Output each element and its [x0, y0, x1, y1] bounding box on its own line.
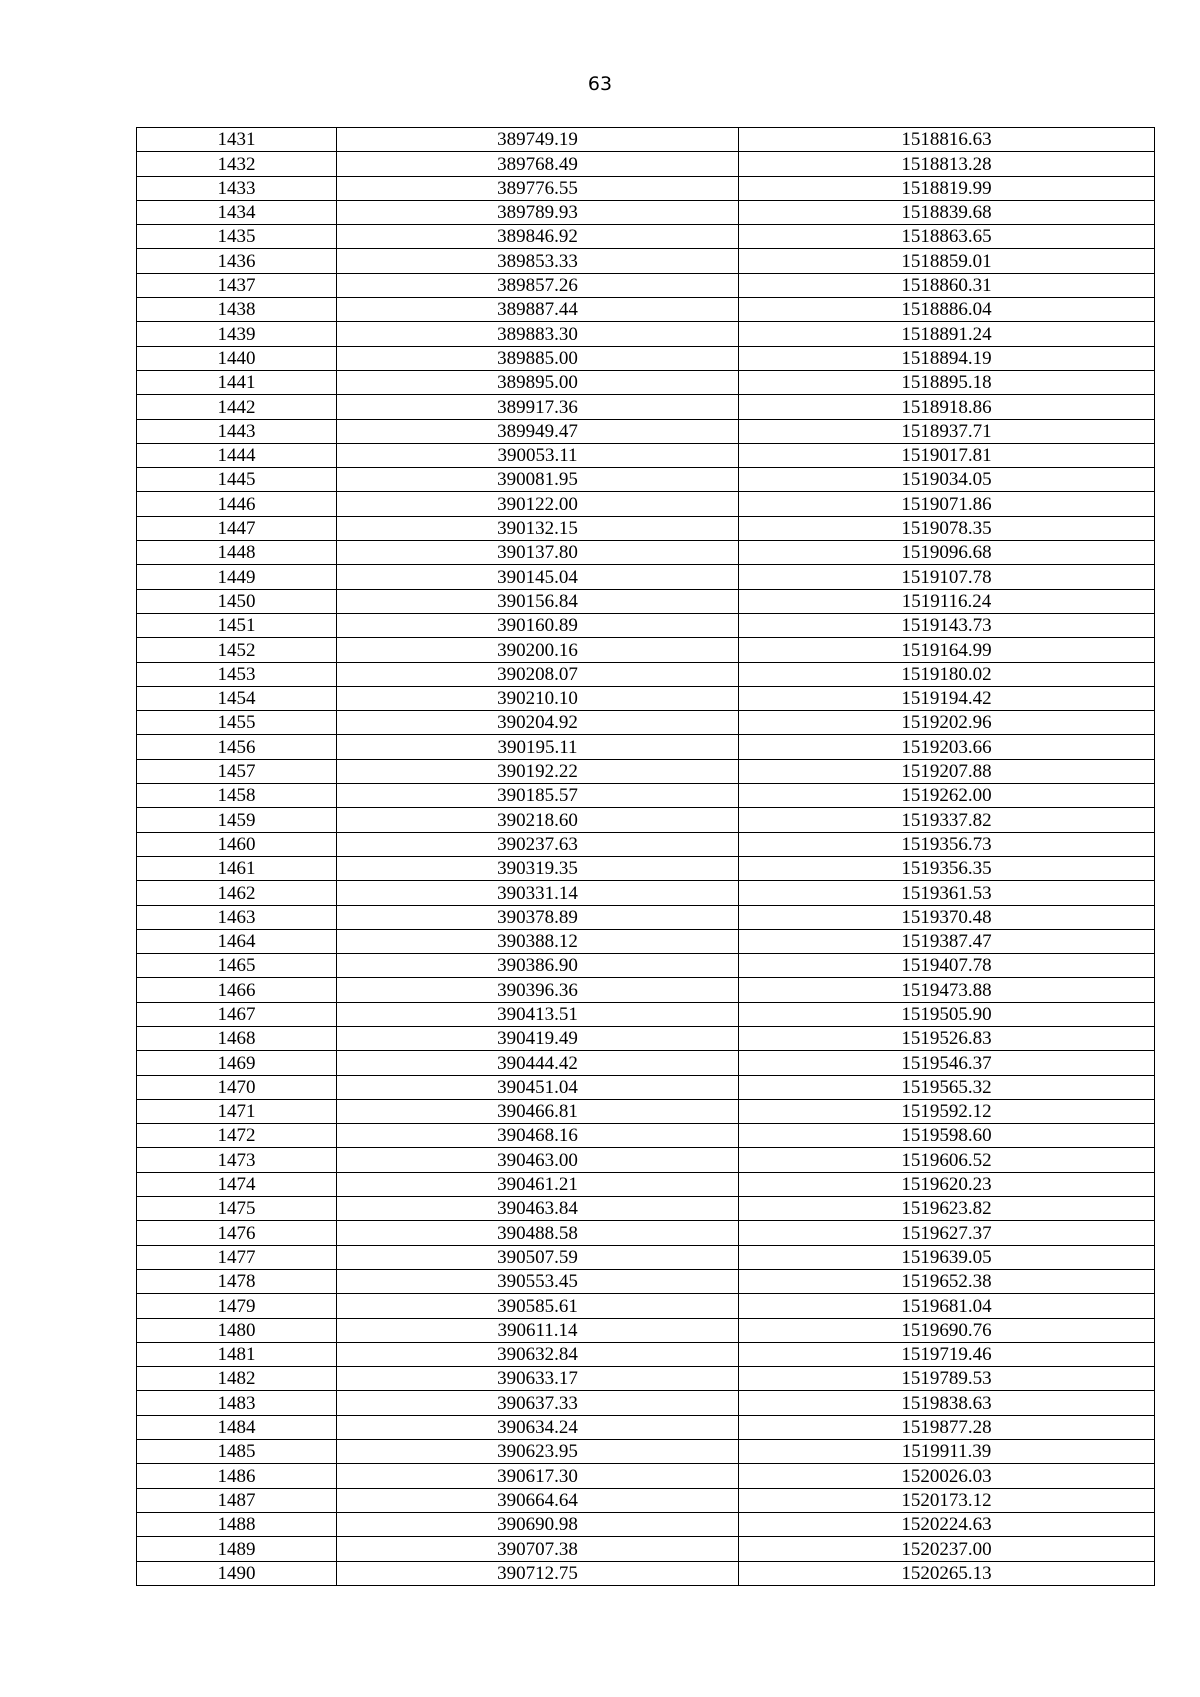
x-coordinate-cell: 390468.16	[337, 1124, 739, 1148]
table-row	[137, 1148, 1155, 1172]
x-coordinate-cell: 390185.57	[337, 784, 739, 808]
y-coordinate-cell: 1519623.82	[739, 1197, 1155, 1221]
y-coordinate-cell: 1519143.73	[739, 613, 1155, 637]
point-number-cell: 1468	[137, 1026, 337, 1050]
table-row	[137, 1561, 1155, 1585]
table-row	[137, 589, 1155, 613]
point-number-cell: 1434	[137, 200, 337, 224]
y-coordinate-cell: 1518895.18	[739, 370, 1155, 394]
y-coordinate-cell: 1519034.05	[739, 468, 1155, 492]
point-number-cell: 1472	[137, 1124, 337, 1148]
x-coordinate-cell: 389749.19	[337, 128, 739, 152]
point-number-cell: 1440	[137, 346, 337, 370]
y-coordinate-cell: 1519407.78	[739, 954, 1155, 978]
x-coordinate-cell: 390488.58	[337, 1221, 739, 1245]
table-row	[137, 1342, 1155, 1366]
page-number: 63	[587, 73, 613, 95]
x-coordinate-cell: 389887.44	[337, 298, 739, 322]
point-number-cell: 1446	[137, 492, 337, 516]
x-coordinate-cell: 390053.11	[337, 443, 739, 467]
table-row	[137, 249, 1155, 273]
table-row	[137, 1294, 1155, 1318]
table-row	[137, 1197, 1155, 1221]
table-row	[137, 200, 1155, 224]
x-coordinate-cell: 390633.17	[337, 1367, 739, 1391]
x-coordinate-cell: 390707.38	[337, 1537, 739, 1561]
point-number-cell: 1471	[137, 1099, 337, 1123]
point-number-cell: 1479	[137, 1294, 337, 1318]
y-coordinate-cell: 1519639.05	[739, 1245, 1155, 1269]
x-coordinate-cell: 389857.26	[337, 273, 739, 297]
x-coordinate-cell: 389917.36	[337, 395, 739, 419]
y-coordinate-cell: 1519107.78	[739, 565, 1155, 589]
x-coordinate-cell: 390192.22	[337, 759, 739, 783]
point-number-cell: 1447	[137, 516, 337, 540]
table-row	[137, 638, 1155, 662]
point-number-cell: 1442	[137, 395, 337, 419]
y-coordinate-cell: 1519565.32	[739, 1075, 1155, 1099]
table-row	[137, 711, 1155, 735]
table-row	[137, 443, 1155, 467]
x-coordinate-cell: 390195.11	[337, 735, 739, 759]
x-coordinate-cell: 390461.21	[337, 1172, 739, 1196]
point-number-cell: 1461	[137, 856, 337, 880]
y-coordinate-cell: 1519598.60	[739, 1124, 1155, 1148]
x-coordinate-cell: 390507.59	[337, 1245, 739, 1269]
point-number-cell: 1467	[137, 1002, 337, 1026]
y-coordinate-cell: 1518894.19	[739, 346, 1155, 370]
y-coordinate-cell: 1518813.28	[739, 152, 1155, 176]
y-coordinate-cell: 1519164.99	[739, 638, 1155, 662]
x-coordinate-cell: 390617.30	[337, 1464, 739, 1488]
point-number-cell: 1431	[137, 128, 337, 152]
y-coordinate-cell: 1518918.86	[739, 395, 1155, 419]
table-row	[137, 1391, 1155, 1415]
y-coordinate-cell: 1519606.52	[739, 1148, 1155, 1172]
table-row	[137, 1512, 1155, 1536]
point-number-cell: 1441	[137, 370, 337, 394]
x-coordinate-cell: 389853.33	[337, 249, 739, 273]
point-number-cell: 1448	[137, 541, 337, 565]
x-coordinate-cell: 390664.64	[337, 1488, 739, 1512]
y-coordinate-cell: 1518819.99	[739, 176, 1155, 200]
table-row	[137, 954, 1155, 978]
table-row	[137, 735, 1155, 759]
point-number-cell: 1459	[137, 808, 337, 832]
table-row	[137, 370, 1155, 394]
y-coordinate-cell: 1519719.46	[739, 1342, 1155, 1366]
point-number-cell: 1486	[137, 1464, 337, 1488]
point-number-cell: 1487	[137, 1488, 337, 1512]
point-number-cell: 1481	[137, 1342, 337, 1366]
y-coordinate-cell: 1519838.63	[739, 1391, 1155, 1415]
point-number-cell: 1485	[137, 1440, 337, 1464]
table-row	[137, 516, 1155, 540]
point-number-cell: 1443	[137, 419, 337, 443]
x-coordinate-cell: 389768.49	[337, 152, 739, 176]
table-row	[137, 565, 1155, 589]
point-number-cell: 1475	[137, 1197, 337, 1221]
table-row	[137, 1464, 1155, 1488]
y-coordinate-cell: 1519356.73	[739, 832, 1155, 856]
point-number-cell: 1478	[137, 1269, 337, 1293]
table-row	[137, 346, 1155, 370]
table-row	[137, 1172, 1155, 1196]
point-number-cell: 1469	[137, 1051, 337, 1075]
table-row	[137, 298, 1155, 322]
table-row	[137, 1124, 1155, 1148]
y-coordinate-cell: 1519194.42	[739, 686, 1155, 710]
table-row	[137, 978, 1155, 1002]
x-coordinate-cell: 390463.84	[337, 1197, 739, 1221]
table-row	[137, 273, 1155, 297]
table-row	[137, 686, 1155, 710]
coordinates-table-body	[137, 128, 1155, 1586]
point-number-cell: 1432	[137, 152, 337, 176]
x-coordinate-cell: 390145.04	[337, 565, 739, 589]
table-row	[137, 419, 1155, 443]
table-row	[137, 929, 1155, 953]
x-coordinate-cell: 390712.75	[337, 1561, 739, 1585]
x-coordinate-cell: 390319.35	[337, 856, 739, 880]
y-coordinate-cell: 1519473.88	[739, 978, 1155, 1002]
table-row	[137, 128, 1155, 152]
coordinates-table	[136, 127, 1155, 1586]
table-row	[137, 1075, 1155, 1099]
y-coordinate-cell: 1518863.65	[739, 225, 1155, 249]
x-coordinate-cell: 390413.51	[337, 1002, 739, 1026]
table-row	[137, 1537, 1155, 1561]
point-number-cell: 1470	[137, 1075, 337, 1099]
x-coordinate-cell: 390208.07	[337, 662, 739, 686]
y-coordinate-cell: 1519789.53	[739, 1367, 1155, 1391]
table-row	[137, 541, 1155, 565]
y-coordinate-cell: 1518816.63	[739, 128, 1155, 152]
table-row	[137, 1051, 1155, 1075]
table-row	[137, 468, 1155, 492]
point-number-cell: 1477	[137, 1245, 337, 1269]
y-coordinate-cell: 1520224.63	[739, 1512, 1155, 1536]
x-coordinate-cell: 390137.80	[337, 541, 739, 565]
x-coordinate-cell: 389885.00	[337, 346, 739, 370]
x-coordinate-cell: 389789.93	[337, 200, 739, 224]
point-number-cell: 1483	[137, 1391, 337, 1415]
y-coordinate-cell: 1518860.31	[739, 273, 1155, 297]
x-coordinate-cell: 390132.15	[337, 516, 739, 540]
y-coordinate-cell: 1519592.12	[739, 1099, 1155, 1123]
table-row	[137, 1221, 1155, 1245]
table-row	[137, 225, 1155, 249]
x-coordinate-cell: 389949.47	[337, 419, 739, 443]
table-row	[137, 784, 1155, 808]
table-row	[137, 1440, 1155, 1464]
x-coordinate-cell: 390156.84	[337, 589, 739, 613]
point-number-cell: 1456	[137, 735, 337, 759]
table-row	[137, 492, 1155, 516]
point-number-cell: 1458	[137, 784, 337, 808]
x-coordinate-cell: 390218.60	[337, 808, 739, 832]
table-row	[137, 856, 1155, 880]
table-row	[137, 662, 1155, 686]
y-coordinate-cell: 1519096.68	[739, 541, 1155, 565]
point-number-cell: 1488	[137, 1512, 337, 1536]
table-row	[137, 322, 1155, 346]
x-coordinate-cell: 390200.16	[337, 638, 739, 662]
x-coordinate-cell: 389776.55	[337, 176, 739, 200]
table-row	[137, 759, 1155, 783]
table-row	[137, 395, 1155, 419]
table-row	[137, 1026, 1155, 1050]
x-coordinate-cell: 390451.04	[337, 1075, 739, 1099]
y-coordinate-cell: 1519202.96	[739, 711, 1155, 735]
y-coordinate-cell: 1519877.28	[739, 1415, 1155, 1439]
point-number-cell: 1444	[137, 443, 337, 467]
point-number-cell: 1436	[137, 249, 337, 273]
point-number-cell: 1453	[137, 662, 337, 686]
x-coordinate-cell: 390386.90	[337, 954, 739, 978]
x-coordinate-cell: 389883.30	[337, 322, 739, 346]
x-coordinate-cell: 389895.00	[337, 370, 739, 394]
point-number-cell: 1484	[137, 1415, 337, 1439]
table-row	[137, 1245, 1155, 1269]
point-number-cell: 1463	[137, 905, 337, 929]
point-number-cell: 1465	[137, 954, 337, 978]
point-number-cell: 1455	[137, 711, 337, 735]
y-coordinate-cell: 1519387.47	[739, 929, 1155, 953]
point-number-cell: 1433	[137, 176, 337, 200]
point-number-cell: 1435	[137, 225, 337, 249]
point-number-cell: 1450	[137, 589, 337, 613]
x-coordinate-cell: 390634.24	[337, 1415, 739, 1439]
y-coordinate-cell: 1519690.76	[739, 1318, 1155, 1342]
y-coordinate-cell: 1519356.35	[739, 856, 1155, 880]
point-number-cell: 1457	[137, 759, 337, 783]
y-coordinate-cell: 1519262.00	[739, 784, 1155, 808]
y-coordinate-cell: 1520237.00	[739, 1537, 1155, 1561]
y-coordinate-cell: 1518859.01	[739, 249, 1155, 273]
x-coordinate-cell: 390378.89	[337, 905, 739, 929]
point-number-cell: 1466	[137, 978, 337, 1002]
table-row	[137, 1318, 1155, 1342]
point-number-cell: 1449	[137, 565, 337, 589]
y-coordinate-cell: 1519370.48	[739, 905, 1155, 929]
y-coordinate-cell: 1519071.86	[739, 492, 1155, 516]
x-coordinate-cell: 390444.42	[337, 1051, 739, 1075]
point-number-cell: 1462	[137, 881, 337, 905]
table-row	[137, 1415, 1155, 1439]
x-coordinate-cell: 390210.10	[337, 686, 739, 710]
y-coordinate-cell: 1519078.35	[739, 516, 1155, 540]
x-coordinate-cell: 390690.98	[337, 1512, 739, 1536]
x-coordinate-cell: 390623.95	[337, 1440, 739, 1464]
x-coordinate-cell: 390585.61	[337, 1294, 739, 1318]
x-coordinate-cell: 390466.81	[337, 1099, 739, 1123]
y-coordinate-cell: 1519627.37	[739, 1221, 1155, 1245]
y-coordinate-cell: 1519017.81	[739, 443, 1155, 467]
point-number-cell: 1489	[137, 1537, 337, 1561]
table-row	[137, 152, 1155, 176]
x-coordinate-cell: 390611.14	[337, 1318, 739, 1342]
x-coordinate-cell: 390160.89	[337, 613, 739, 637]
y-coordinate-cell: 1520026.03	[739, 1464, 1155, 1488]
table-row	[137, 832, 1155, 856]
x-coordinate-cell: 390388.12	[337, 929, 739, 953]
y-coordinate-cell: 1519180.02	[739, 662, 1155, 686]
x-coordinate-cell: 390637.33	[337, 1391, 739, 1415]
point-number-cell: 1437	[137, 273, 337, 297]
y-coordinate-cell: 1519681.04	[739, 1294, 1155, 1318]
x-coordinate-cell: 390122.00	[337, 492, 739, 516]
point-number-cell: 1473	[137, 1148, 337, 1172]
y-coordinate-cell: 1519116.24	[739, 589, 1155, 613]
point-number-cell: 1438	[137, 298, 337, 322]
point-number-cell: 1474	[137, 1172, 337, 1196]
point-number-cell: 1445	[137, 468, 337, 492]
point-number-cell: 1460	[137, 832, 337, 856]
point-number-cell: 1476	[137, 1221, 337, 1245]
table-row	[137, 613, 1155, 637]
point-number-cell: 1480	[137, 1318, 337, 1342]
y-coordinate-cell: 1519207.88	[739, 759, 1155, 783]
table-row	[137, 176, 1155, 200]
table-row	[137, 1002, 1155, 1026]
y-coordinate-cell: 1518839.68	[739, 200, 1155, 224]
x-coordinate-cell: 390553.45	[337, 1269, 739, 1293]
point-number-cell: 1490	[137, 1561, 337, 1585]
x-coordinate-cell: 390331.14	[337, 881, 739, 905]
y-coordinate-cell: 1519203.66	[739, 735, 1155, 759]
table-row	[137, 881, 1155, 905]
y-coordinate-cell: 1518886.04	[739, 298, 1155, 322]
x-coordinate-cell: 390396.36	[337, 978, 739, 1002]
y-coordinate-cell: 1520173.12	[739, 1488, 1155, 1512]
x-coordinate-cell: 390419.49	[337, 1026, 739, 1050]
table-row	[137, 905, 1155, 929]
y-coordinate-cell: 1519620.23	[739, 1172, 1155, 1196]
point-number-cell: 1451	[137, 613, 337, 637]
table-row	[137, 808, 1155, 832]
y-coordinate-cell: 1518937.71	[739, 419, 1155, 443]
y-coordinate-cell: 1519652.38	[739, 1269, 1155, 1293]
table-row	[137, 1367, 1155, 1391]
point-number-cell: 1464	[137, 929, 337, 953]
point-number-cell: 1482	[137, 1367, 337, 1391]
table-row	[137, 1099, 1155, 1123]
y-coordinate-cell: 1519505.90	[739, 1002, 1155, 1026]
y-coordinate-cell: 1519546.37	[739, 1051, 1155, 1075]
table-row	[137, 1488, 1155, 1512]
y-coordinate-cell: 1518891.24	[739, 322, 1155, 346]
x-coordinate-cell: 390632.84	[337, 1342, 739, 1366]
y-coordinate-cell: 1520265.13	[739, 1561, 1155, 1585]
x-coordinate-cell: 390081.95	[337, 468, 739, 492]
point-number-cell: 1452	[137, 638, 337, 662]
x-coordinate-cell: 390463.00	[337, 1148, 739, 1172]
point-number-cell: 1454	[137, 686, 337, 710]
table-row	[137, 1269, 1155, 1293]
y-coordinate-cell: 1519337.82	[739, 808, 1155, 832]
x-coordinate-cell: 389846.92	[337, 225, 739, 249]
y-coordinate-cell: 1519361.53	[739, 881, 1155, 905]
y-coordinate-cell: 1519911.39	[739, 1440, 1155, 1464]
x-coordinate-cell: 390237.63	[337, 832, 739, 856]
point-number-cell: 1439	[137, 322, 337, 346]
y-coordinate-cell: 1519526.83	[739, 1026, 1155, 1050]
x-coordinate-cell: 390204.92	[337, 711, 739, 735]
